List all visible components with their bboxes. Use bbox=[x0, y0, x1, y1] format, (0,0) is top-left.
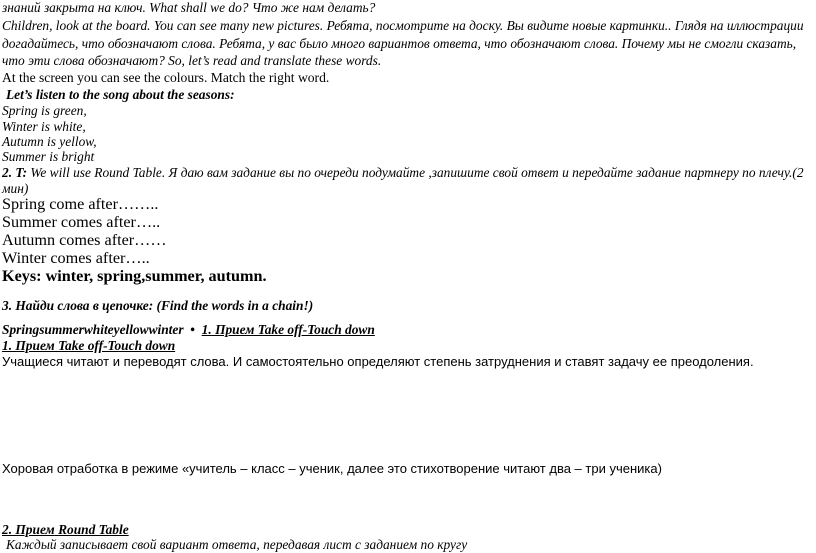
technique-2-name: Round Table bbox=[58, 522, 129, 537]
song-line-2: Winter is white, bbox=[2, 119, 86, 134]
chain-word: Springsummerwhiteyellowwinter bbox=[2, 322, 184, 337]
technique-2-number: 2. Прием bbox=[2, 522, 55, 537]
song-line-1: Spring is green, bbox=[2, 103, 87, 118]
task-2-number: 2. bbox=[2, 165, 13, 180]
technique-1-inline: 1. Прием Take off-Touch down bbox=[201, 322, 375, 337]
technique-1-heading: 1. Прием Take off-Touch down bbox=[2, 338, 176, 353]
choral-practice-text: Хоровая отработка в режиме «учитель – класс – ученик, далее это стихотворение читают два – три ученика) bbox=[2, 461, 662, 476]
song-line-4: Summer is bright bbox=[2, 149, 95, 164]
exercise-line-4: Winter comes after….. bbox=[2, 249, 150, 267]
song-line-3: Autumn is yellow, bbox=[2, 134, 97, 149]
text-line-2: Children, look at the board. You can see many new pictures. Ребята, посмотрите на доску. Вы видите новые картинки.. Глядя на иллюстрации bbox=[2, 18, 804, 33]
task-2-text: We will use Round Table. Я даю вам задание вы по очереди подумайте ,запишите свой ответ и передайте задание партнеру по плечу.(2 bbox=[30, 165, 804, 180]
exercise-line-2: Summer comes after….. bbox=[2, 213, 161, 231]
technique-2-description: Каждый записывает свой вариант ответа, передавая лист с заданием по кругу bbox=[6, 537, 468, 552]
text-line-4: что эти слова обозначают? So, let’s read and translate these words. bbox=[2, 53, 382, 68]
task-3-heading: 3. Найди слова в цепочке: (Find the words in a chain!) bbox=[2, 298, 314, 313]
task-2-teacher-label: T: bbox=[15, 165, 28, 180]
text-line-3: догадайтесь, что обозначают слова. Ребята, у вас было много вариантов ответа, что обозначают слова. Почему мы не смогли сказать, bbox=[2, 36, 797, 51]
chain-line bbox=[2, 322, 375, 338]
bullet-icon: • bbox=[190, 322, 195, 337]
task-2-time: мин) bbox=[2, 181, 29, 196]
exercise-line-1: Spring come after…….. bbox=[2, 195, 159, 213]
technique-1-description: Учащиеся читают и переводят слова. И самостоятельно определяют степень затруднения и ставят задачу ее преодоления. bbox=[2, 354, 754, 369]
text-line-5: At the screen you can see the colours. Match the right word. bbox=[2, 70, 330, 85]
exercise-line-3: Autumn comes after…… bbox=[2, 231, 167, 249]
text-line-1: знаний закрыта на ключ. What shall we do? Что же нам делать? bbox=[2, 0, 376, 15]
answer-keys: Keys: winter, spring,summer, autumn. bbox=[2, 267, 267, 285]
task-2-line bbox=[2, 165, 804, 181]
technique-2-heading bbox=[2, 522, 129, 538]
song-heading: Let’s listen to the song about the seasons: bbox=[6, 87, 235, 102]
